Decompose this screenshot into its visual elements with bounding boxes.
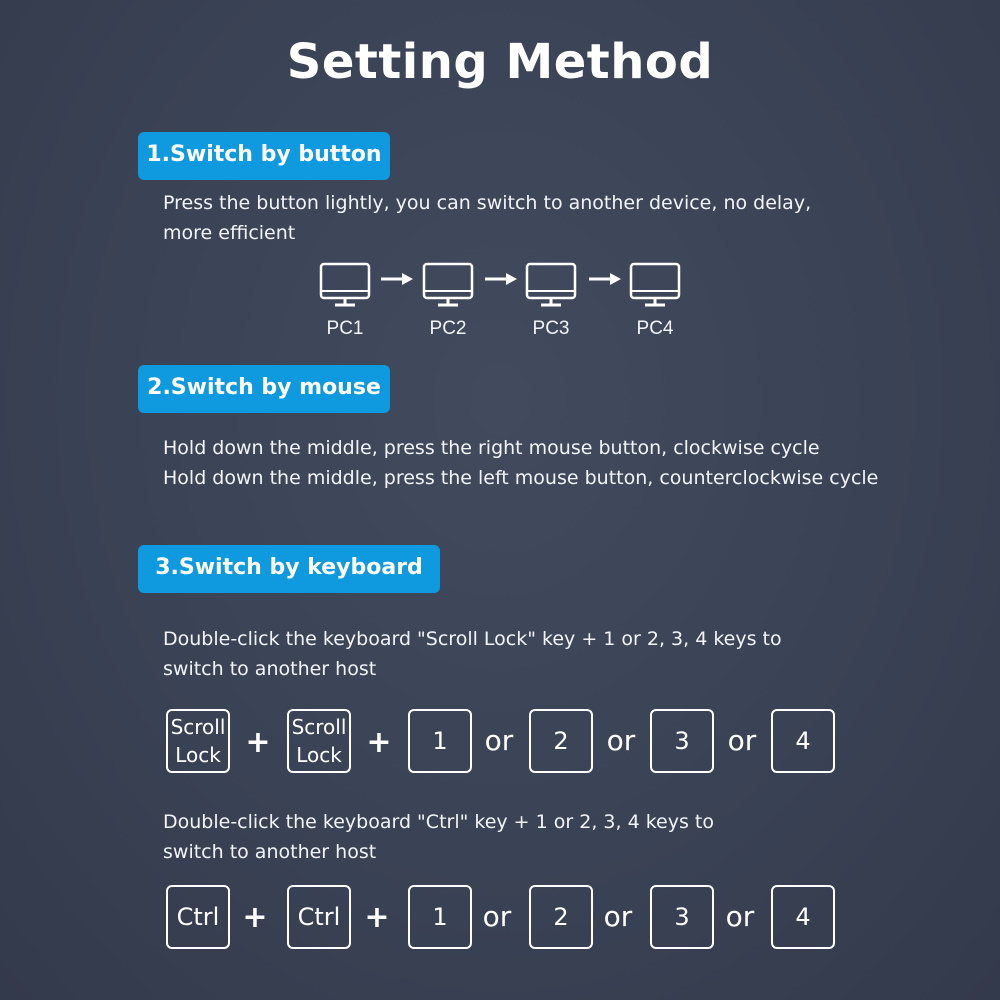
scroll-lock-description-line2: switch to another host <box>163 658 377 680</box>
number-key-1: 1 <box>408 885 472 949</box>
or-text: or <box>725 900 755 933</box>
mouse-description <box>163 433 878 493</box>
ctrl-description-line1: Double-click the keyboard "Ctrl" key + 1 or 2, 3, 4 keys to <box>163 811 714 833</box>
ctrl-key: Ctrl <box>287 885 351 949</box>
pc-item-3 <box>521 262 581 340</box>
arrow-right-icon <box>484 272 518 286</box>
ctrl-description-line2: switch to another host <box>163 841 377 863</box>
plus-sign: + <box>242 900 268 935</box>
ctrl-key: Ctrl <box>166 885 230 949</box>
pc-label: PC4 <box>636 318 674 339</box>
button-description-line1: Press the button lightly, you can switch to another device, no delay, <box>163 192 812 214</box>
section-badge-mouse: 2.Switch by mouse <box>138 365 390 413</box>
or-text: or <box>484 724 514 757</box>
pc-label: PC3 <box>532 318 570 339</box>
number-key-4: 4 <box>771 709 835 773</box>
key-label: Lock <box>296 743 342 767</box>
or-text: or <box>603 900 633 933</box>
scroll-lock-key <box>166 709 230 773</box>
scroll-lock-description <box>163 624 782 684</box>
number-key-3: 3 <box>650 709 714 773</box>
number-key-2: 2 <box>529 885 593 949</box>
section-badge-button: 1.Switch by button <box>138 132 390 180</box>
or-text: or <box>482 900 512 933</box>
key-label: Lock <box>175 743 221 767</box>
number-key-3: 3 <box>650 885 714 949</box>
monitor-icon <box>629 262 681 308</box>
button-description-line2: more efficient <box>163 222 296 244</box>
button-description <box>163 188 811 248</box>
mouse-description-line1: Hold down the middle, press the right mouse button, clockwise cycle <box>163 437 820 459</box>
pc-item-4 <box>625 262 685 340</box>
section-badge-keyboard: 3.Switch by keyboard <box>138 545 440 593</box>
key-label: Scroll <box>291 715 347 739</box>
arrow-right-icon <box>380 272 414 286</box>
pc-label: PC1 <box>326 318 364 339</box>
monitor-icon <box>525 262 577 308</box>
number-key-1: 1 <box>408 709 472 773</box>
arrow-right-icon <box>588 272 622 286</box>
mouse-description-line2: Hold down the middle, press the left mouse button, counterclockwise cycle <box>163 467 879 489</box>
number-key-2: 2 <box>529 709 593 773</box>
page-title: Setting Method <box>286 34 714 90</box>
plus-sign: + <box>364 900 390 935</box>
number-key-4: 4 <box>771 885 835 949</box>
key-label: Scroll <box>170 715 226 739</box>
ctrl-description <box>163 807 714 867</box>
scroll-lock-description-line1: Double-click the keyboard "Scroll Lock" key + 1 or 2, 3, 4 keys to <box>163 628 782 650</box>
pc-item-2 <box>418 262 478 340</box>
plus-sign: + <box>245 725 271 760</box>
pc-item-1 <box>315 262 375 340</box>
or-text: or <box>727 724 757 757</box>
pc-label: PC2 <box>429 318 467 339</box>
monitor-icon <box>319 262 371 308</box>
scroll-lock-key <box>287 709 351 773</box>
or-text: or <box>606 724 636 757</box>
monitor-icon <box>422 262 474 308</box>
plus-sign: + <box>366 725 392 760</box>
